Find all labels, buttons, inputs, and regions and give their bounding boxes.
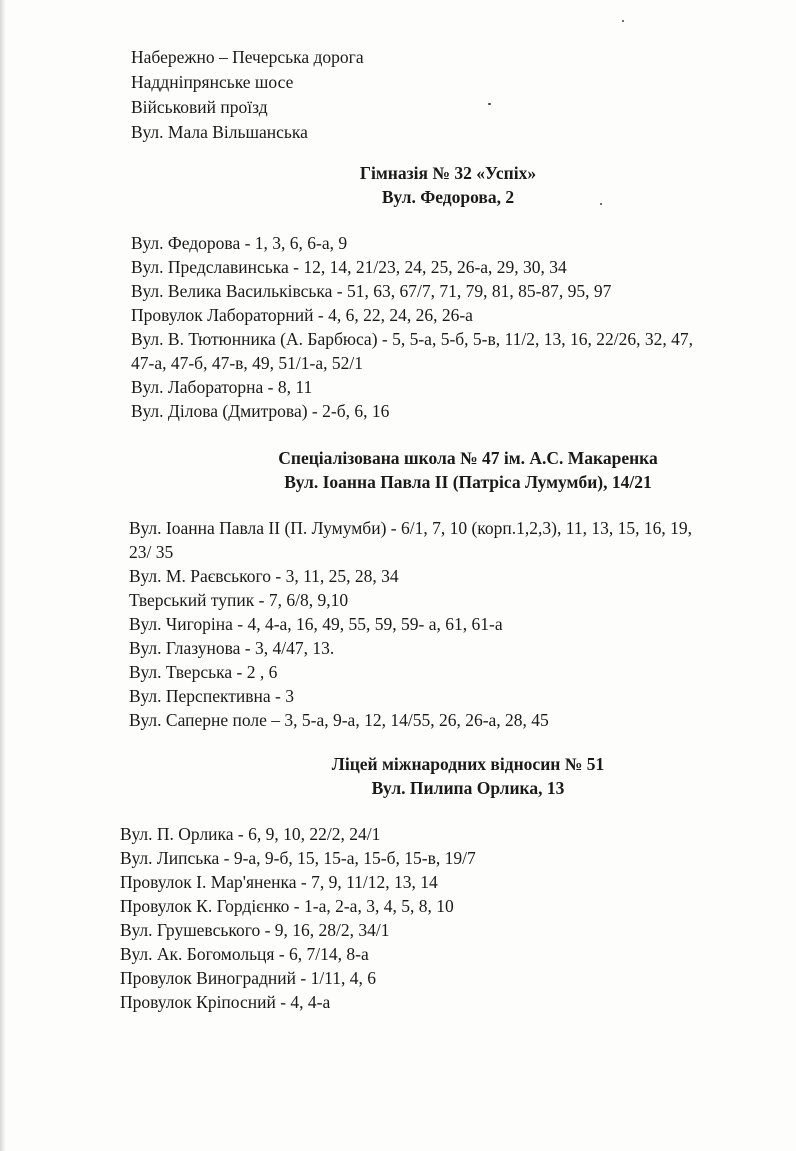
school32-street-1: Вул. Федорова - 1, 3, 6, 6-а, 9 xyxy=(131,233,348,253)
school32-title: Гімназія № 32 «Успіх» xyxy=(359,163,537,183)
school47-street-2: Вул. М. Раєвського - 3, 11, 25, 28, 34 xyxy=(129,566,399,586)
school47-street-6: Вул. Тверська - 2 , 6 xyxy=(129,662,278,682)
school47-address: Вул. Іоанна Павла ІІ (Патріса Лумумби), 14/21 xyxy=(284,472,652,492)
school32-street-2: Вул. Предславинська - 12, 14, 21/23, 24, 25, 26-а, 29, 30, 34 xyxy=(131,257,567,277)
school47-street-4: Вул. Чигоріна - 4, 4-а, 16, 49, 55, 59, 59- а, 61, 61-а xyxy=(129,614,503,634)
lyceum51-title: Ліцей міжнародних відносин № 51 xyxy=(331,754,605,774)
intro-street-4: Вул. Мала Вільшанська xyxy=(131,122,308,142)
school47-title: Спеціалізована школа № 47 ім. А.С. Макаренка xyxy=(278,448,658,468)
school47-street-5: Вул. Глазунова - 3, 4/47, 13. xyxy=(129,638,335,658)
school32-street-6: Вул. Лабораторна - 8, 11 xyxy=(131,377,313,397)
scan-speck xyxy=(488,103,491,105)
intro-street-1: Набережно – Печерська дорога xyxy=(131,47,364,67)
lyceum51-address: Вул. Пилипа Орлика, 13 xyxy=(371,778,565,798)
lyceum51-street-4: Провулок К. Гордієнко - 1-а, 2-а, 3, 4, 5, 8, 10 xyxy=(120,896,454,916)
school32-street-5: Вул. В. Тютюнника (А. Барбюса) - 5, 5-а, 5-б, 5-в, 11/2, 13, 16, 22/26, 32, 47, xyxy=(131,329,693,349)
school47-street-8: Вул. Саперне поле – 3, 5-а, 9-а, 12, 14/55, 26, 26-а, 28, 45 xyxy=(129,710,549,730)
school47-street-3: Тверський тупик - 7, 6/8, 9,10 xyxy=(129,590,349,610)
scan-speck xyxy=(600,203,602,205)
school47-street-1-cont: 23/ 35 xyxy=(129,542,174,562)
lyceum51-street-7: Провулок Виноградний - 1/11, 4, 6 xyxy=(120,968,377,988)
school32-street-7: Вул. Ділова (Дмитрова) - 2-б, 6, 16 xyxy=(131,401,390,421)
lyceum51-street-5: Вул. Грушевського - 9, 16, 28/2, 34/1 xyxy=(120,920,390,940)
lyceum51-street-3: Провулок І. Мар'яненка - 7, 9, 11/12, 13, 14 xyxy=(120,872,438,892)
school47-street-7: Вул. Перспективна - 3 xyxy=(129,686,294,706)
lyceum51-street-6: Вул. Ак. Богомольця - 6, 7/14, 8-а xyxy=(120,944,369,964)
lyceum51-street-1: Вул. П. Орлика - 6, 9, 10, 22/2, 24/1 xyxy=(120,824,381,844)
lyceum51-street-2: Вул. Липська - 9-а, 9-б, 15, 15-а, 15-б, 15-в, 19/7 xyxy=(120,848,476,868)
scan-speck xyxy=(622,20,624,22)
school32-street-4: Провулок Лабораторний - 4, 6, 22, 24, 26, 26-а xyxy=(131,305,473,325)
school32-street-3: Вул. Велика Васильківська - 51, 63, 67/7, 71, 79, 81, 85-87, 95, 97 xyxy=(131,281,612,301)
school32-address: Вул. Федорова, 2 xyxy=(381,187,515,207)
school47-street-1: Вул. Іоанна Павла ІІ (П. Лумумби) - 6/1, 7, 10 (корп.1,2,3), 11, 13, 15, 16, 19, xyxy=(129,518,692,538)
school32-street-5-cont: 47-а, 47-б, 47-в, 49, 51/1-а, 52/1 xyxy=(131,353,363,373)
intro-street-3: Військовий проїзд xyxy=(131,97,268,117)
lyceum51-street-8: Провулок Кріпосний - 4, 4-а xyxy=(120,992,331,1012)
intro-street-2: Наддніпрянське шосе xyxy=(131,72,294,92)
